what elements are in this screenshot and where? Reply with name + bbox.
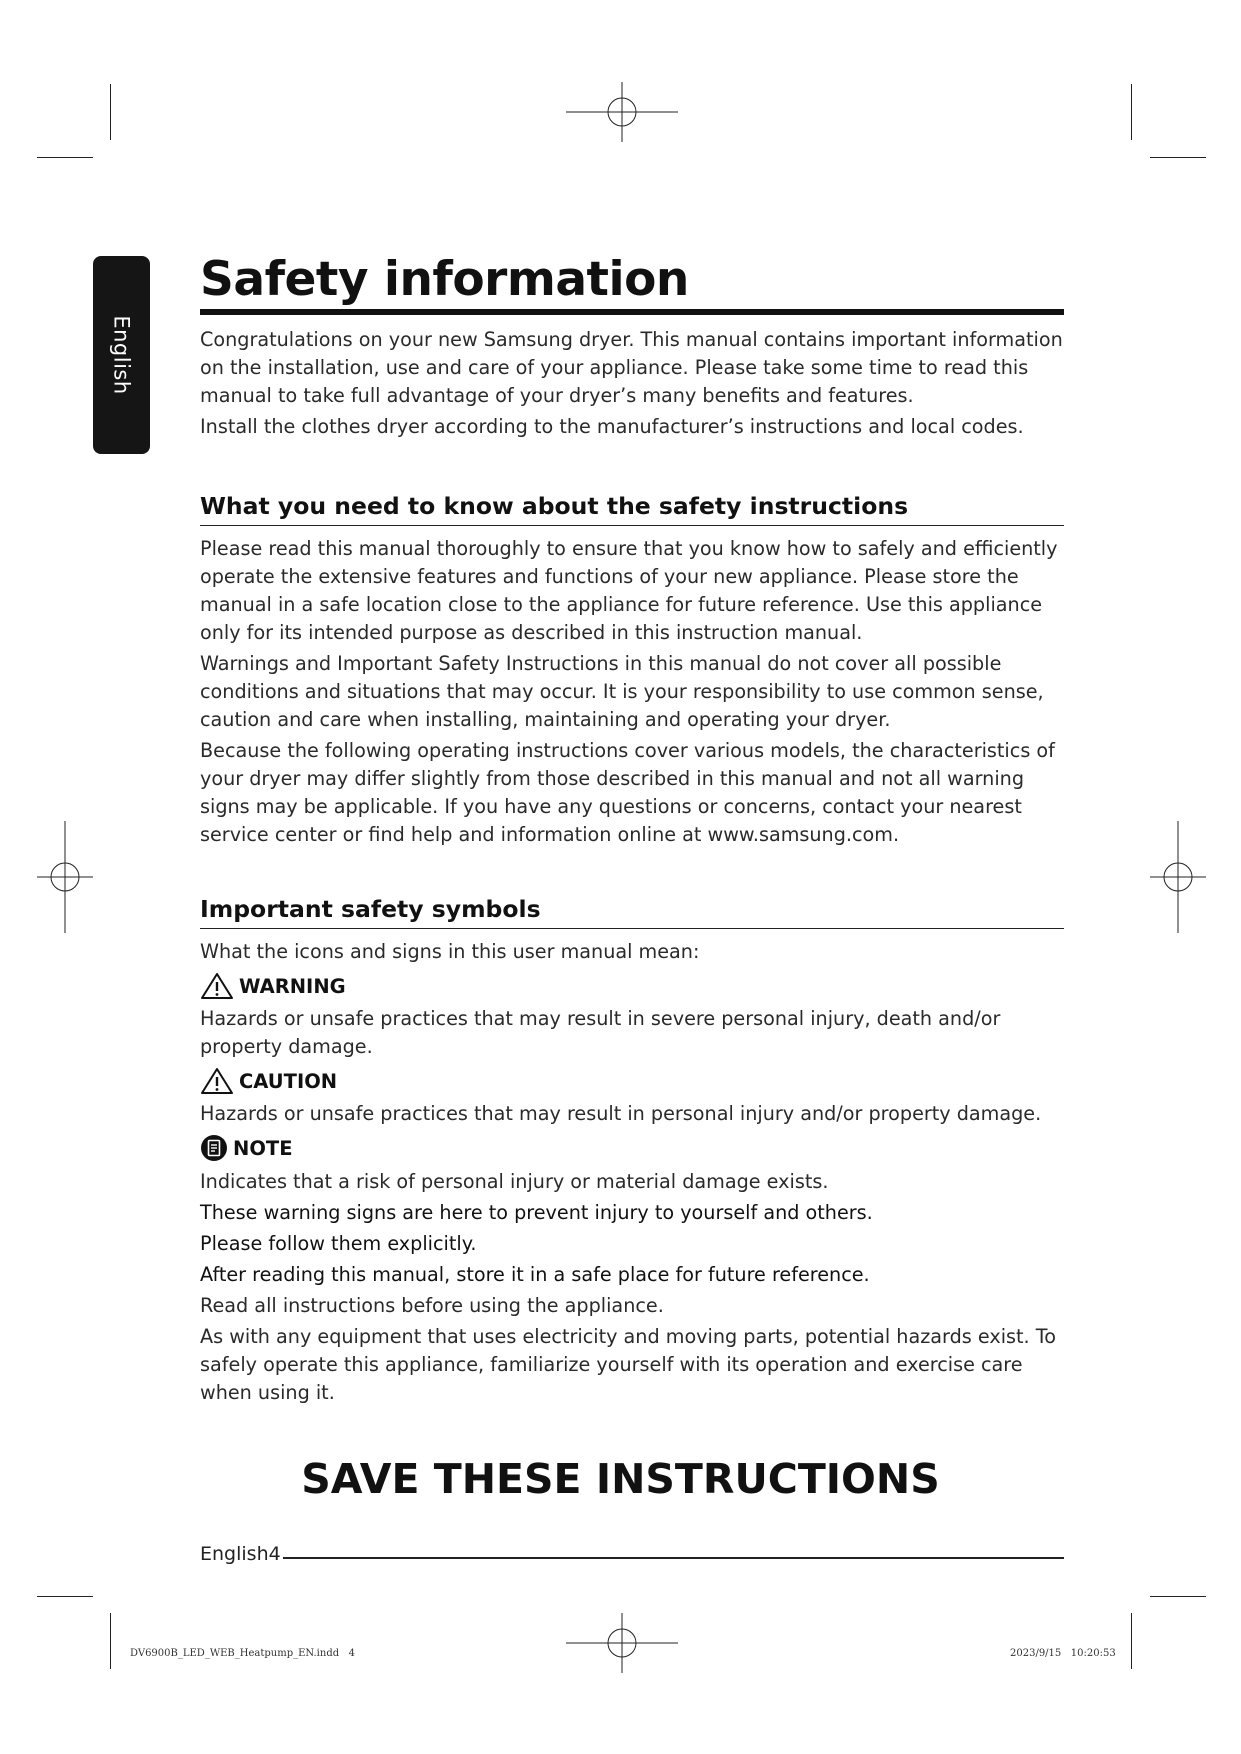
- closing-line: Read all instructions before using the appliance.: [200, 1294, 664, 1317]
- section-heading-safety-symbols: Important safety symbols: [200, 895, 541, 923]
- symbols-intro: What the icons and signs in this user manual mean:: [200, 940, 700, 963]
- intro-paragraph: Install the clothes dryer according to the manufacturer’s instructions and local codes.: [200, 415, 1024, 438]
- warning-symbol-heading: [200, 972, 346, 1000]
- page-number: 4: [268, 1543, 281, 1565]
- caution-triangle-icon: [200, 1067, 234, 1095]
- intro-block: [200, 326, 1064, 441]
- note-symbol-heading: [200, 1134, 293, 1162]
- registration-mark-top: [566, 82, 678, 142]
- emphasis-line: These warning signs are here to prevent injury to yourself and others.: [200, 1201, 873, 1224]
- body-paragraph: Because the following operating instructions cover various models, the characteristics of your dryer may differ slightly from those described in this manual and not all warning signs may be applicable. If you have any questions or concerns, contact your nearest service center or find help and information online at www.samsung.com.: [200, 739, 1055, 846]
- footer-rule: [283, 1557, 1064, 1559]
- page-footer: [200, 1543, 281, 1565]
- note-label: NOTE: [233, 1136, 293, 1160]
- safety-instructions-block: [200, 535, 1064, 849]
- body-paragraph: Please read this manual thoroughly to ensure that you know how to safely and efficiently operate the extensive features and functions of your new appliance. Please store the manual in a safe location close to the appliance for future reference. Use this appliance only for its intended purpose as described in this instruction manual.: [200, 537, 1058, 644]
- warning-description: Hazards or unsafe practices that may result in severe personal injury, death and/or property damage.: [200, 1007, 1001, 1058]
- emphasis-line: Please follow them explicitly.: [200, 1232, 477, 1255]
- body-paragraph: Warnings and Important Safety Instructions in this manual do not cover all possible conditions and situations that may occur. It is your responsibility to use common sense, caution and care when installing, maintaining and operating your dryer.: [200, 652, 1044, 731]
- language-side-tab: [93, 256, 150, 454]
- slug-timestamp: 2023/9/15 10:20:53: [1010, 1648, 1116, 1659]
- slug-filename: DV6900B_LED_WEB_Heatpump_EN.indd 4: [130, 1648, 356, 1659]
- caution-label: CAUTION: [239, 1069, 338, 1093]
- registration-mark-right: [1150, 821, 1206, 933]
- page-title: Safety information: [200, 252, 689, 307]
- language-tab-label: English: [109, 315, 134, 395]
- title-rule: [200, 309, 1064, 315]
- intro-paragraph: Congratulations on your new Samsung dryer. This manual contains important information on the installation, use and care of your appliance. Please take some time to read this manual to take full advantage of your dryer’s many benefits and features.: [200, 328, 1063, 407]
- section-heading-safety-instructions: What you need to know about the safety instructions: [200, 492, 909, 520]
- closing-line: As with any equipment that uses electricity and moving parts, potential hazards exist. To safely operate this appliance, familiarize yourself with its operation and exercise care when using it.: [200, 1325, 1056, 1404]
- warning-triangle-icon: [200, 972, 234, 1000]
- section-rule: [200, 525, 1064, 526]
- footer-language: English: [200, 1543, 269, 1565]
- save-instructions-banner: SAVE THESE INSTRUCTIONS: [301, 1455, 940, 1503]
- registration-mark-bottom: [566, 1613, 678, 1673]
- registration-mark-left: [37, 821, 93, 933]
- emphasis-line: After reading this manual, store it in a safe place for future reference.: [200, 1263, 870, 1286]
- note-icon: [200, 1134, 228, 1162]
- note-description: Indicates that a risk of personal injury or material damage exists.: [200, 1170, 829, 1193]
- caution-symbol-heading: [200, 1067, 337, 1095]
- section-rule: [200, 928, 1064, 929]
- warning-label: WARNING: [239, 974, 346, 998]
- caution-description: Hazards or unsafe practices that may result in personal injury and/or property damage.: [200, 1102, 1042, 1125]
